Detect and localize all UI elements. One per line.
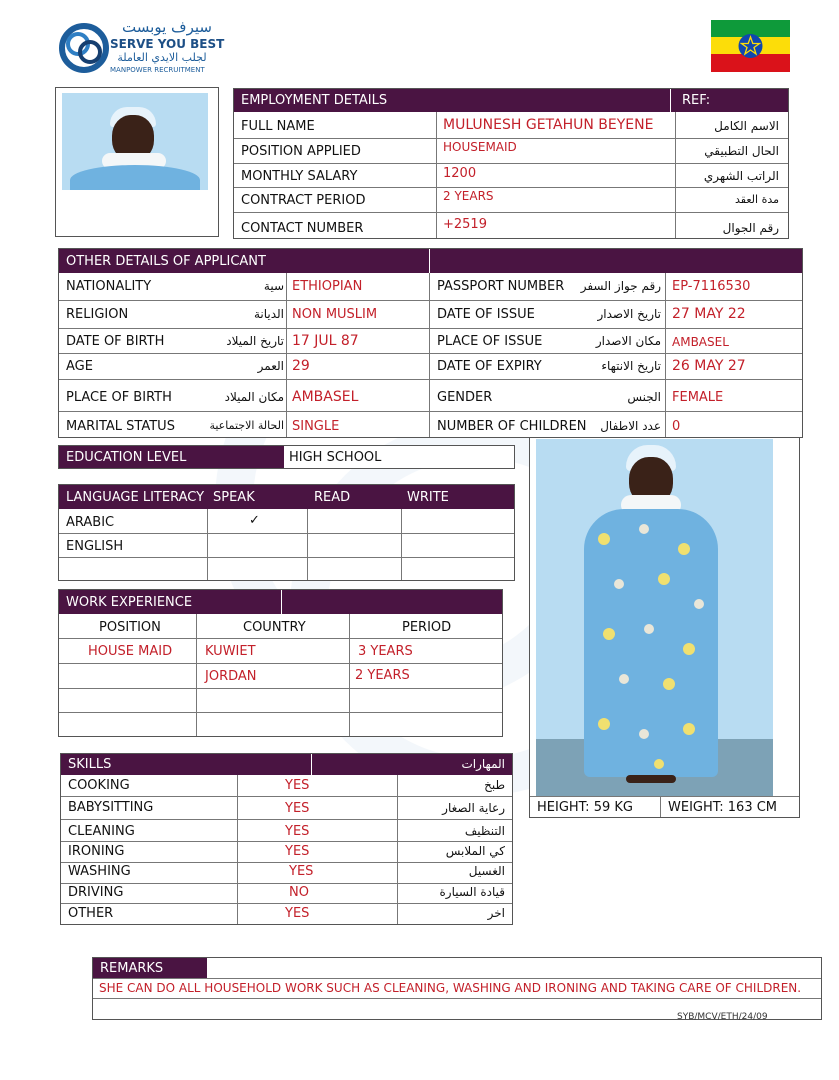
work-row2-period: 2 YEARS: [355, 668, 410, 683]
skills-title: SKILLS: [68, 757, 112, 772]
logo-arabic-name: سيرف يوبست: [122, 18, 212, 36]
language-header-speak: SPEAK: [213, 490, 255, 505]
company-logo-icon: [58, 22, 110, 74]
row-divider: [61, 862, 512, 863]
skill-ironing-arabic: كي الملابس: [445, 844, 505, 858]
language-arabic: ARABIC: [66, 515, 115, 530]
issue-place-arabic: مكان الاصدار: [595, 334, 661, 348]
col-divider: [675, 112, 676, 238]
col-divider: [429, 273, 430, 437]
salary-arabic: الراتب الشهري: [703, 169, 779, 183]
nationality-arabic: سية: [263, 279, 284, 293]
other-details-table: [58, 248, 803, 438]
skill-babysitting-value: YES: [285, 801, 310, 816]
employment-details-table: [233, 88, 789, 239]
footer-code: SYB/MCV/ETH/24/09: [677, 1012, 768, 1022]
row-divider: [61, 796, 512, 797]
row-divider: [59, 557, 514, 558]
gender-arabic: الجنس: [627, 390, 661, 404]
skill-babysitting: BABYSITTING: [68, 800, 154, 815]
col-divider: [665, 273, 666, 437]
row-divider: [59, 300, 802, 301]
work-header-country: COUNTRY: [243, 620, 306, 635]
issue-date-arabic: تاريخ الاصدار: [597, 307, 661, 321]
language-header-write: WRITE: [407, 490, 449, 505]
education-row: [58, 445, 515, 469]
photo-dress: [584, 509, 718, 777]
passport-label: PASSPORT NUMBER: [437, 279, 565, 294]
check-icon: ✓: [249, 513, 260, 528]
row-divider: [61, 819, 512, 820]
language-table: [58, 484, 515, 581]
expiry-label: DATE OF EXPIRY: [437, 359, 542, 374]
row-divider: [59, 379, 802, 380]
skill-cooking: COOKING: [68, 778, 130, 793]
birth-place-label: PLACE OF BIRTH: [66, 390, 172, 405]
employment-title: EMPLOYMENT DETAILS: [241, 93, 388, 108]
row-divider: [234, 187, 788, 188]
col-divider: [307, 509, 308, 580]
remarks-text: SHE CAN DO ALL HOUSEHOLD WORK SUCH AS CLEANING, WASHING AND IRONING AND TAKING CARE OF CHILDREN.: [99, 981, 802, 995]
skill-cleaning: CLEANING: [68, 824, 135, 839]
birth-place-value: AMBASEL: [292, 389, 359, 405]
nationality-label: NATIONALITY: [66, 279, 152, 294]
work-header-period: PERIOD: [402, 620, 452, 635]
work-title: WORK EXPERIENCE: [66, 595, 193, 610]
row-divider: [61, 903, 512, 904]
issue-place-value: AMBASEL: [672, 335, 729, 349]
skill-ironing: IRONING: [68, 844, 125, 859]
passport-arabic: رقم جواز السفر: [580, 279, 661, 293]
contract-value: 2 YEARS: [443, 189, 494, 203]
full-name-value: MULUNESH GETAHUN BEYENE: [443, 117, 654, 133]
full-body-photo-frame: [529, 437, 800, 818]
expiry-value: 26 MAY 27: [672, 358, 746, 374]
salary-label: MONTHLY SALARY: [241, 169, 358, 184]
logo-arabic-tagline: لجلب الايدي العاملة: [117, 51, 207, 64]
skill-cooking-arabic: طبخ: [484, 778, 505, 792]
col-divider: [196, 614, 197, 736]
photo-portrait-frame: [55, 87, 219, 237]
skill-other: OTHER: [68, 906, 114, 921]
work-row2-country: JORDAN: [205, 669, 257, 684]
contract-arabic: مدة العقد: [735, 193, 779, 206]
full-name-arabic: الاسم الكامل: [714, 119, 779, 133]
row-divider: [59, 411, 802, 412]
religion-arabic: الديانة: [253, 307, 284, 321]
nationality-value: ETHIOPIAN: [292, 279, 363, 294]
row-divider: [234, 138, 788, 139]
header-divider: [429, 249, 430, 273]
col-divider: [660, 796, 661, 817]
row-divider: [234, 212, 788, 213]
logo-tagline: MANPOWER RECRUITMENT: [110, 66, 205, 74]
position-arabic: الحال التطبيقي: [704, 144, 779, 158]
row-divider: [234, 163, 788, 164]
skill-other-arabic: اخر: [487, 906, 505, 920]
skill-babysitting-arabic: رعاية الصغار: [442, 801, 505, 815]
height-label: HEIGHT: 59 KG: [537, 800, 633, 815]
row-divider: [59, 688, 502, 689]
skill-washing-arabic: الغسيل: [468, 864, 505, 878]
col-divider: [436, 112, 437, 238]
row-divider: [59, 663, 502, 664]
row-divider: [61, 883, 512, 884]
age-label: AGE: [66, 359, 93, 374]
language-header-read: READ: [314, 490, 351, 505]
skills-header-bar: [61, 754, 512, 775]
salary-value: 1200: [443, 166, 477, 181]
contact-label: CONTACT NUMBER: [241, 221, 364, 236]
skill-cleaning-value: YES: [285, 824, 310, 839]
row-divider: [59, 533, 514, 534]
issue-date-value: 27 MAY 22: [672, 306, 746, 322]
position-value: HOUSEMAID: [443, 140, 517, 154]
skill-washing-value: YES: [289, 864, 314, 879]
full-body-photo: [536, 439, 773, 796]
language-header-literacy: LANGUAGE LITERACY: [66, 490, 205, 505]
col-divider: [349, 614, 350, 736]
other-title: OTHER DETAILS OF APPLICANT: [66, 254, 266, 269]
contact-value: +2519: [443, 217, 487, 232]
header-divider: [281, 590, 282, 614]
issue-place-label: PLACE OF ISSUE: [437, 334, 543, 349]
education-value: HIGH SCHOOL: [289, 450, 382, 465]
skill-driving: DRIVING: [68, 885, 124, 900]
contact-arabic: رقم الجوال: [722, 221, 779, 235]
skills-table: [60, 753, 513, 925]
gender-value: FEMALE: [672, 390, 724, 405]
col-divider: [401, 509, 402, 580]
birth-place-arabic: مكان الميلاد: [224, 390, 284, 404]
row-divider: [59, 328, 802, 329]
skill-other-value: YES: [285, 906, 310, 921]
age-arabic: العمر: [257, 359, 284, 373]
portrait-photo: [62, 93, 208, 190]
children-arabic: عدد الاطفال: [600, 419, 661, 433]
religion-label: RELIGION: [66, 307, 129, 322]
col-divider: [286, 273, 287, 437]
contract-label: CONTRACT PERIOD: [241, 193, 366, 208]
remarks-box: [92, 957, 822, 1020]
dob-arabic: تاريخ الميلاد: [226, 334, 284, 348]
passport-value: EP-7116530: [672, 279, 751, 294]
work-row1-period: 3 YEARS: [358, 644, 413, 659]
dob-value: 17 JUL 87: [292, 333, 359, 349]
children-value: 0: [672, 419, 681, 434]
ethiopia-flag-icon: [711, 20, 790, 72]
row-divider: [530, 796, 799, 797]
portrait-dress: [70, 165, 200, 190]
row-divider: [61, 841, 512, 842]
work-row1-country: KUWIET: [205, 644, 256, 659]
education-label: EDUCATION LEVEL: [66, 450, 187, 465]
dob-label: DATE OF BIRTH: [66, 334, 165, 349]
skill-cleaning-arabic: التنظيف: [464, 824, 505, 838]
marital-value: SINGLE: [292, 419, 340, 434]
full-name-label: FULL NAME: [241, 119, 315, 134]
col-divider: [397, 775, 398, 924]
photo-feet: [626, 775, 676, 783]
skill-ironing-value: YES: [285, 844, 310, 859]
marital-label: MARITAL STATUS: [66, 419, 175, 434]
header-divider: [311, 754, 312, 775]
work-experience-table: [58, 589, 503, 737]
age-value: 29: [292, 358, 310, 374]
skill-cooking-value: YES: [285, 778, 310, 793]
work-header-position: POSITION: [99, 620, 161, 635]
logo-english-name: SERVE YOU BEST: [110, 37, 225, 51]
row-divider: [93, 978, 821, 979]
skill-driving-value: NO: [289, 885, 309, 900]
issue-date-label: DATE OF ISSUE: [437, 307, 535, 322]
skill-driving-arabic: قيادة السيارة: [439, 885, 505, 899]
gender-label: GENDER: [437, 390, 493, 405]
ref-label: REF:: [682, 93, 711, 108]
col-divider: [207, 509, 208, 580]
weight-label: WEIGHT: 163 CM: [668, 800, 778, 815]
row-divider: [59, 353, 802, 354]
religion-value: NON MUSLIM: [292, 307, 378, 322]
skills-arabic-title: المهارات: [461, 757, 505, 771]
expiry-arabic: تاريخ الانتهاء: [601, 359, 661, 373]
remarks-title: REMARKS: [100, 961, 164, 976]
language-english: ENGLISH: [66, 539, 124, 554]
row-divider: [59, 638, 502, 639]
marital-arabic: الحالة الاجتماعية: [209, 419, 284, 432]
work-row1-position: HOUSE MAID: [88, 644, 173, 659]
position-label: POSITION APPLIED: [241, 144, 361, 159]
children-label: NUMBER OF CHILDREN: [437, 419, 587, 434]
row-divider: [93, 998, 821, 999]
skill-washing: WASHING: [68, 864, 131, 879]
row-divider: [59, 712, 502, 713]
col-divider: [237, 775, 238, 924]
ref-divider: [670, 89, 671, 112]
